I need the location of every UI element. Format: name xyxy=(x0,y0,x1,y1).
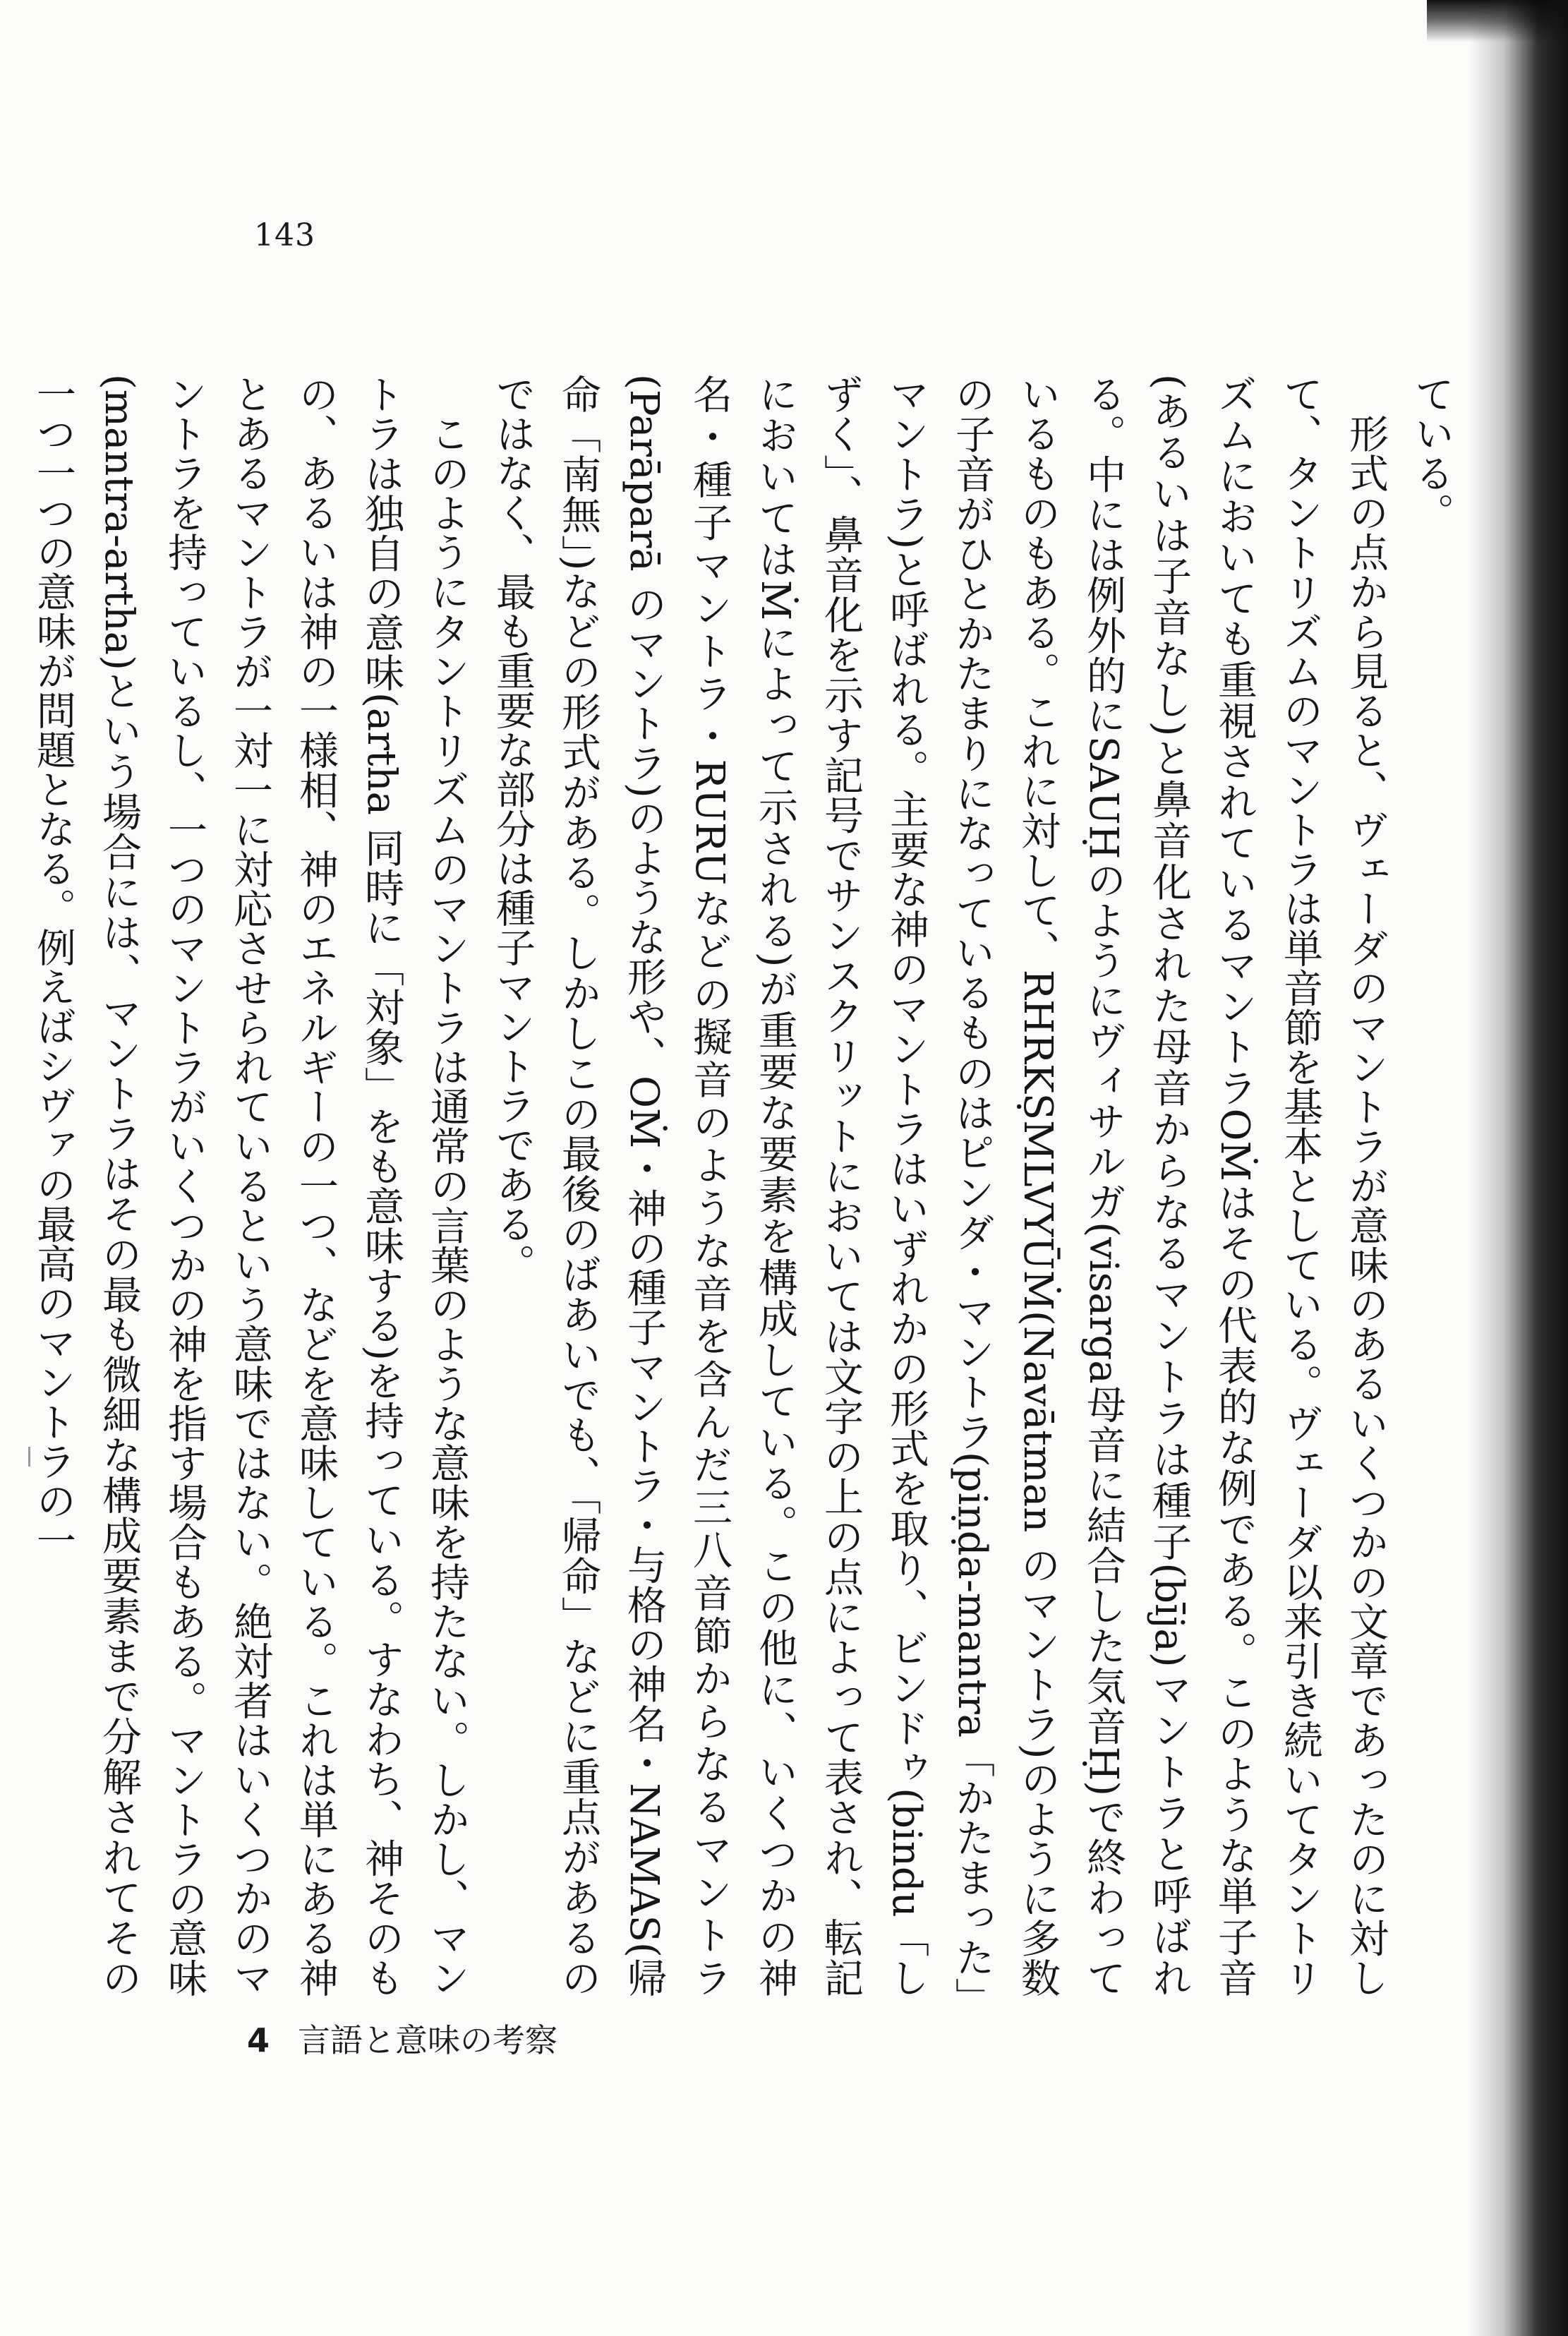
scan-artifact-mark xyxy=(28,1447,30,1467)
body-text xyxy=(30,374,1464,1998)
scan-edge-shadow xyxy=(1469,0,1568,2336)
chapter-title: 言語と意味の考察 xyxy=(298,2021,558,2059)
paragraph-meaning-of-mantra: このようにタントリズムのマントラは通常の言葉のような意味を持たない。しかし、マントラは独自の意味(artha 同時に「対象」をも意味する)を持っている。すなわち、神そのもの、あるいは神の一様相、神のエネルギーの一つ、などを意味している。これは単にある神とあるマントラが一対一に対応させられているという意味ではない。絶対者はいくつかのマントラを持っているし、一つのマントラがいくつかの神を指す場合もある。マントラの意味(mantra-artha)という場合には、マントラはその最も微細な構成要素まで分解されてその一つ一つの意味が問題となる。例えばシヴァの最高のマントラの一 xyxy=(30,374,470,1997)
page-number: 143 xyxy=(254,217,315,253)
running-footer xyxy=(247,2015,557,2061)
chapter-number: 4 xyxy=(247,2021,270,2059)
paragraph-continuation: ている。 xyxy=(1409,374,1454,532)
paragraph-form-of-mantra: 形式の点から見ると、ヴェーダのマントラが意味のあるいくつかの文章であったのに対して、タントリズムのマントラは単音節を基本としている。ヴェーダ以来引き続いてタントリズムにおいても重視されているマントラOṀはその代表的な例である。このような単子音(あるいは子音なし)と鼻音化された母音からなるマントラは種子(bīja)マントラと呼ばれる。中には例外的にSAUḤのようにヴィサルガ(visarga母音に結合した気音Ḥ)で終わっているものもある。これに対して、RHRKṢMLVYŪṀ(Navātman のマントラ)のように多数の子音がひとかたまりになっているものはピンダ・マントラ(piṇḍa-mantra「かたまった」マントラ)と呼ばれる。主要な神のマントラはいずれかの形式を取り、ビンドゥ(bindu「しずく」、鼻音化を示す記号でサンスクリットにおいては文字の上の点によって表され、転記においてはṀによって示される)が重要な要素を構成している。この他に、いくつかの神名・種子マントラ・RURUなどの擬音のような音を含んだ三八音節からなるマントラ(Parāparā のマントラ)のような形や、OṀ・神の種子マントラ・与格の神名・NAMAS(帰命「南無」)などの形式がある。しかしこの最後のばあいでも、「帰命」などに重点があるのではなく、最も重要な部分は種子マントラである。 xyxy=(490,374,1389,1998)
